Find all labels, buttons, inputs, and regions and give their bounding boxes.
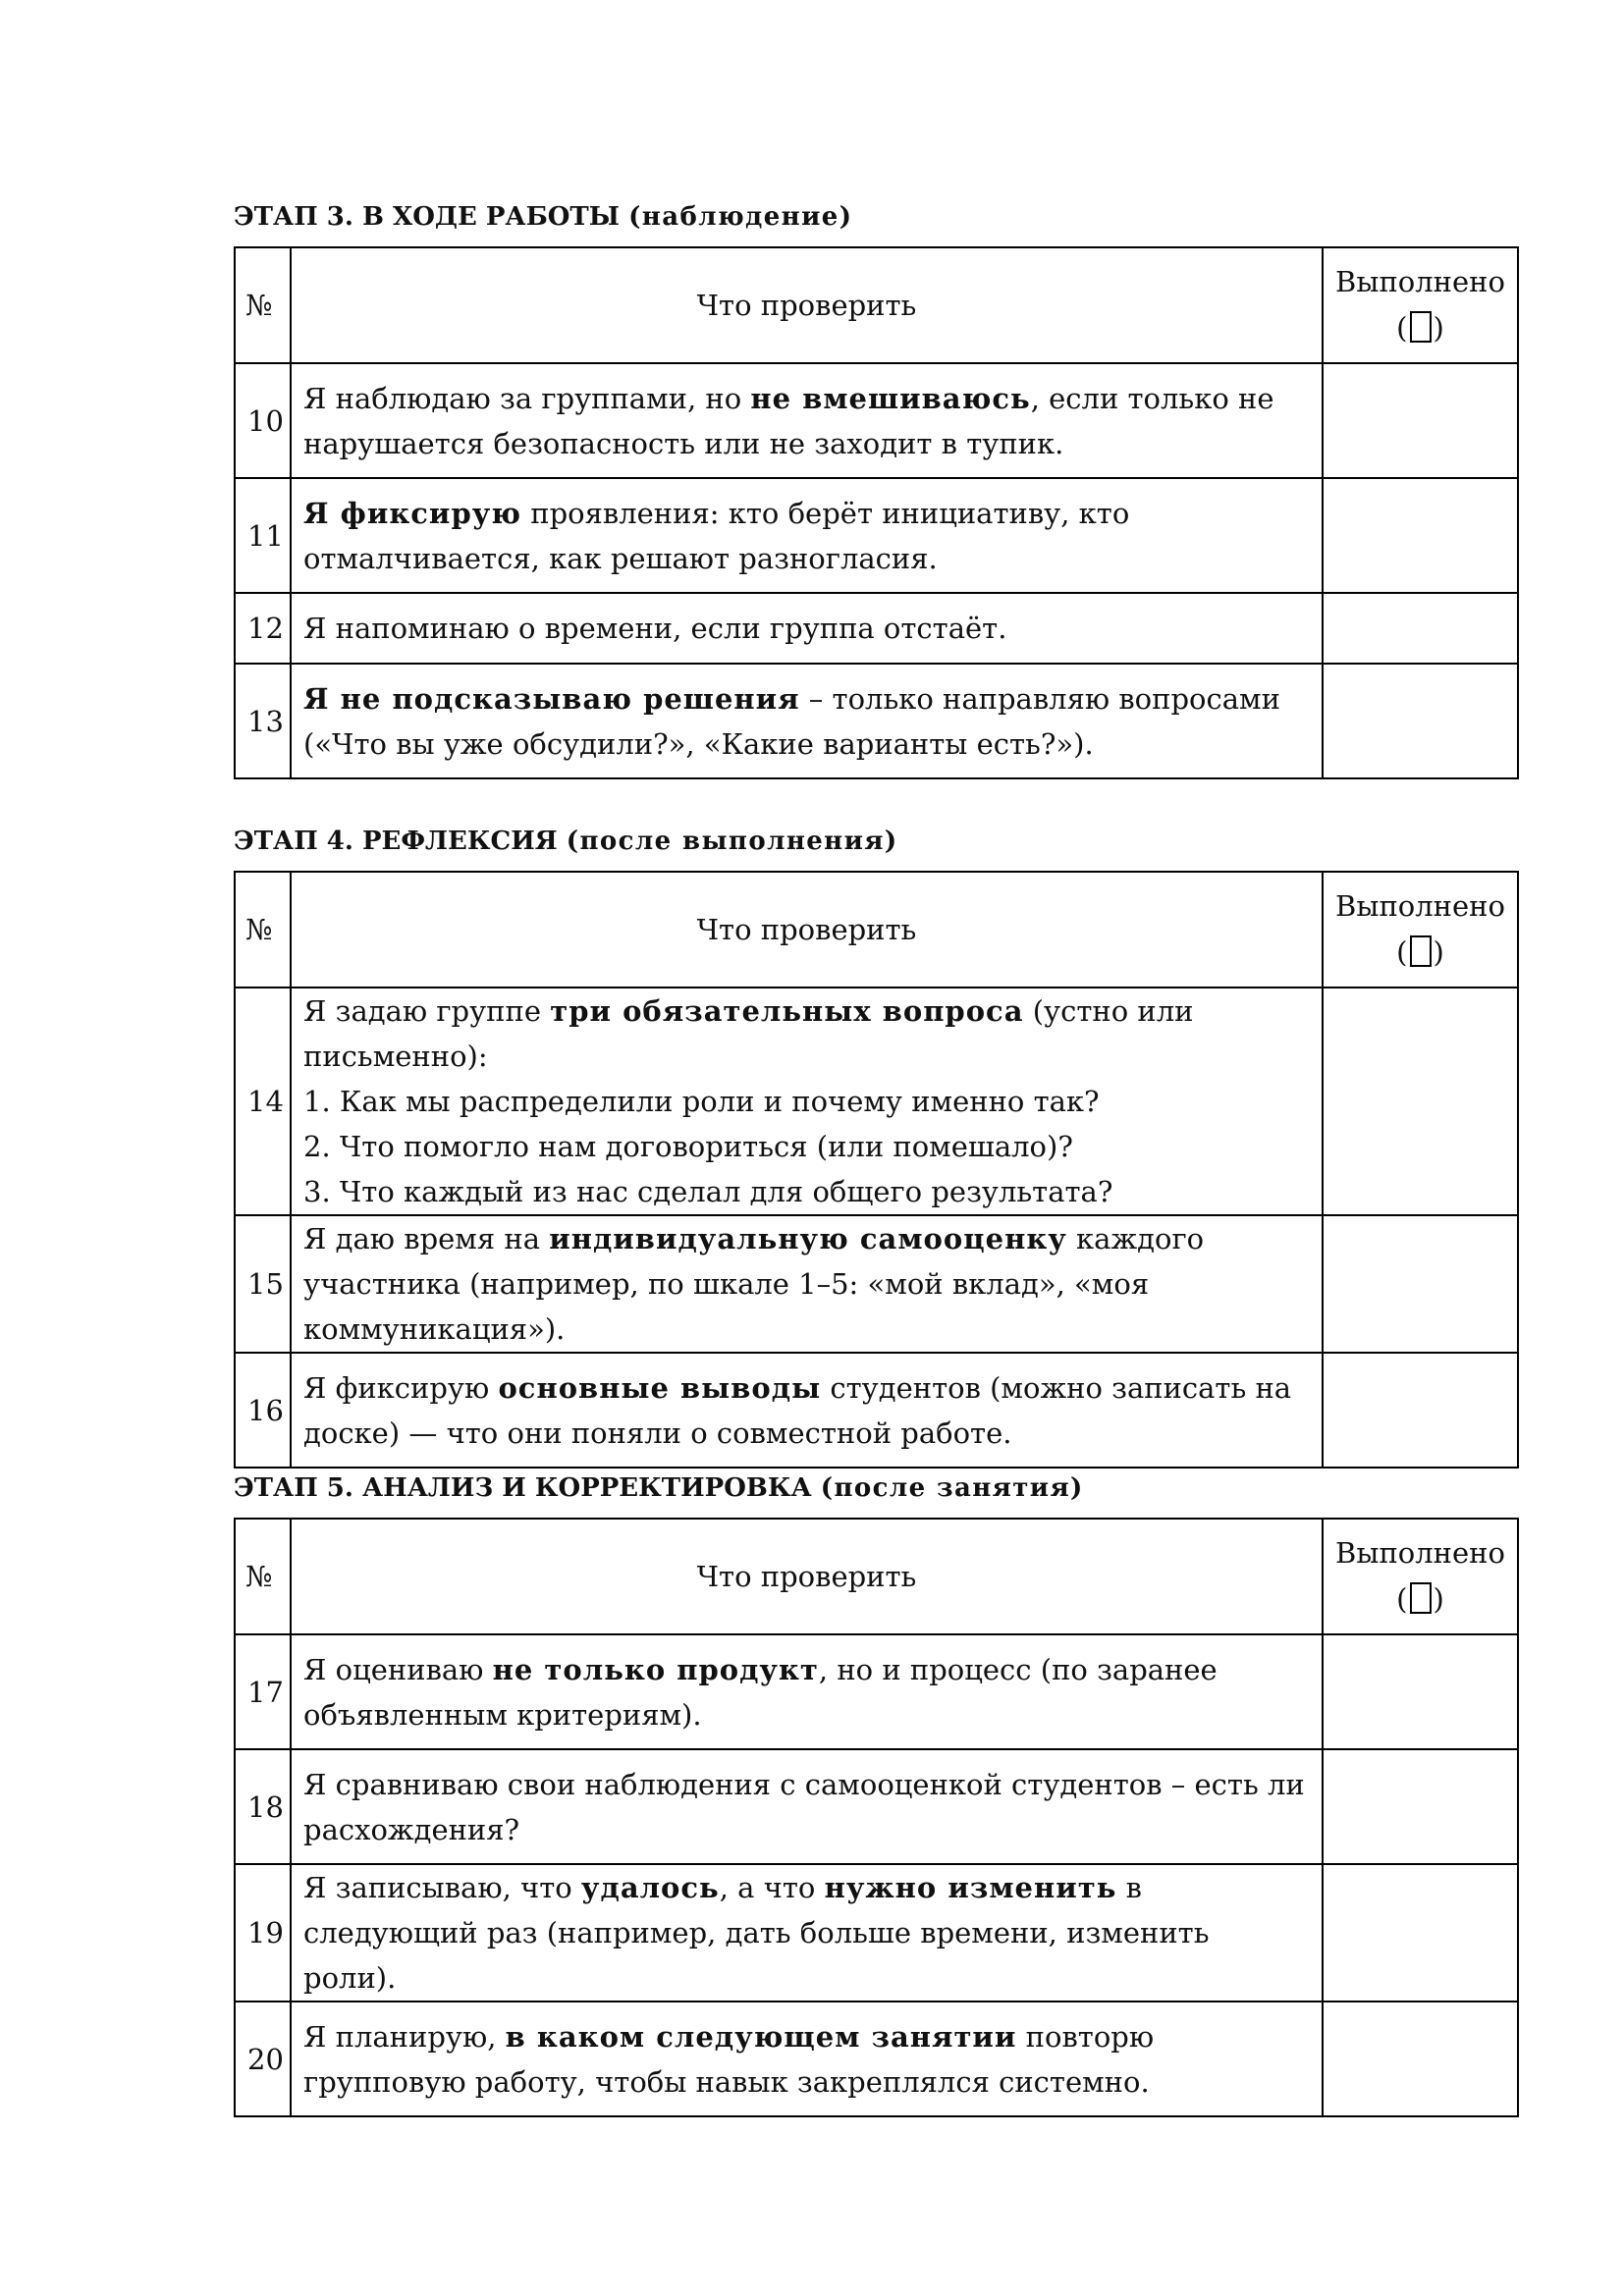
- header-done-label: Выполнено: [1335, 265, 1505, 298]
- row-check-text: [291, 1749, 1323, 1864]
- done-checkbox-cell[interactable]: [1323, 1353, 1518, 1468]
- stage5-table: [234, 1518, 1519, 2117]
- row-check-text: [291, 1353, 1323, 1468]
- row-check-text: [291, 1864, 1323, 2002]
- stage5-title-main: ЭТАП 5. АНАЛИЗ И КОРРЕКТИРОВКА: [234, 1473, 812, 1503]
- text-fragment: 3. Что каждый из нас сделал для общего результата?: [303, 1175, 1113, 1208]
- table-row: [235, 1749, 1518, 1864]
- text-fragment: Я наблюдаю за группами, но: [303, 381, 751, 415]
- text-fragment: студентов (можно записать на доске) — что они поняли о совместной работе.: [303, 1370, 1292, 1450]
- done-checkbox-cell[interactable]: [1323, 1749, 1518, 1864]
- stage3-title-main: ЭТАП 3. В ХОДЕ РАБОТЫ: [234, 202, 621, 232]
- header-done: Выполнено ( ): [1323, 247, 1518, 363]
- table-row: [235, 1864, 1518, 2002]
- emphasis-text: Я не подсказываю решения: [303, 681, 800, 716]
- checkbox-icon: [1410, 935, 1432, 967]
- header-what-to-check: Что проверить: [291, 1519, 1323, 1634]
- done-checkbox-cell[interactable]: [1323, 1864, 1518, 2002]
- table-row: [235, 363, 1518, 478]
- stage3-title-sub: (наблюдение): [628, 202, 853, 232]
- emphasis-text: не вмешиваюсь: [750, 381, 1031, 415]
- row-check-text: [291, 1634, 1323, 1749]
- checkbox-icon: [1410, 1582, 1432, 1614]
- done-checkbox-cell[interactable]: [1323, 1634, 1518, 1749]
- table-header-row: [235, 247, 1518, 363]
- done-checkbox-cell[interactable]: [1323, 478, 1518, 593]
- text-fragment: каждого участника (например, по шкале 1–5: «мой вклад», «моя коммуникация»).: [303, 1222, 1205, 1346]
- row-check-text: [291, 1215, 1323, 1353]
- row-number: 17: [235, 1634, 291, 1749]
- header-number: №: [235, 247, 291, 363]
- text-fragment: в следующий раз (например, дать больше времени, изменить роли).: [303, 1871, 1210, 1995]
- header-what-to-check: Что проверить: [291, 247, 1323, 363]
- header-number: №: [235, 872, 291, 988]
- text-fragment: проявления: кто берёт инициативу, кто отмалчивается, как решают разногласия.: [303, 496, 1130, 575]
- row-number: 15: [235, 1215, 291, 1353]
- header-done-label: Выполнено: [1335, 889, 1505, 923]
- text-fragment: 1. Как мы распределили роли и почему именно так?: [303, 1085, 1100, 1118]
- text-fragment: Я планирую,: [303, 2019, 506, 2054]
- emphasis-text: Я фиксирую: [303, 496, 522, 530]
- row-check-text: [291, 988, 1323, 1215]
- row-check-text: [291, 478, 1323, 593]
- header-number: №: [235, 1519, 291, 1634]
- emphasis-text: нужно изменить: [824, 1871, 1117, 1904]
- stage4-table: [234, 871, 1519, 1468]
- checkbox-icon: [1410, 311, 1432, 343]
- table-row: [235, 1353, 1518, 1468]
- text-fragment: , а что: [719, 1871, 825, 1904]
- emphasis-text: удалось: [580, 1871, 720, 1904]
- table-row: [235, 2002, 1518, 2116]
- row-number: 11: [235, 478, 291, 593]
- table-header-row: [235, 1519, 1518, 1634]
- text-fragment: 2. Что помогло нам договориться (или помешало)?: [303, 1130, 1073, 1163]
- table-row: [235, 988, 1518, 1215]
- stage3-rows: [235, 363, 1518, 778]
- done-checkbox-cell[interactable]: [1323, 593, 1518, 664]
- done-checkbox-cell[interactable]: [1323, 2002, 1518, 2116]
- stage5-title: [234, 1475, 1084, 1501]
- emphasis-text: три обязательных вопроса: [550, 994, 1024, 1028]
- row-number: 14: [235, 988, 291, 1215]
- row-number: 18: [235, 1749, 291, 1864]
- stage3-title: [234, 204, 852, 230]
- done-checkbox-cell[interactable]: [1323, 664, 1518, 778]
- row-number: 10: [235, 363, 291, 478]
- header-what-to-check: Что проверить: [291, 872, 1323, 988]
- text-fragment: Я фиксирую: [303, 1370, 499, 1405]
- text-fragment: Я задаю группе: [303, 994, 551, 1028]
- table-row: [235, 1215, 1518, 1353]
- text-fragment: – только направляю вопросами («Что вы уже обсудили?», «Какие варианты есть?»).: [303, 681, 1280, 761]
- table-row: [235, 1634, 1518, 1749]
- row-check-text: [291, 2002, 1323, 2116]
- header-done-label: Выполнено: [1335, 1536, 1505, 1570]
- table-row: [235, 664, 1518, 778]
- stage4-title-main: ЭТАП 4. РЕФЛЕКСИЯ: [234, 827, 558, 856]
- text-fragment: Я сравниваю свои наблюдения с самооценкой студентов – есть ли расхождения?: [303, 1767, 1305, 1846]
- stage5-title-sub: (после занятия): [820, 1473, 1084, 1503]
- emphasis-text: не только продукт: [492, 1652, 819, 1686]
- row-number: 19: [235, 1864, 291, 2002]
- text-fragment: повторю групповую работу, чтобы навык закреплялся системно.: [303, 2019, 1155, 2099]
- stage4-title-sub: (после выполнения): [566, 827, 898, 856]
- row-number: 16: [235, 1353, 291, 1468]
- emphasis-text: основные выводы: [498, 1370, 822, 1405]
- table-row: [235, 593, 1518, 664]
- text-fragment: (устно или письменно):: [303, 994, 1194, 1073]
- row-number: 12: [235, 593, 291, 664]
- row-check-text: [291, 593, 1323, 664]
- emphasis-text: индивидуальную самооценку: [549, 1222, 1067, 1255]
- stage4-rows: [235, 988, 1518, 1468]
- text-fragment: Я напоминаю о времени, если группа отстаёт.: [303, 612, 1007, 645]
- table-row: [235, 478, 1518, 593]
- text-fragment: Я записываю, что: [303, 1871, 581, 1904]
- text-fragment: , но и процесс (по заранее объявленным критериям).: [303, 1652, 1218, 1732]
- text-fragment: , если только не нарушается безопасность или не заходит в тупик.: [303, 381, 1274, 460]
- done-checkbox-cell[interactable]: [1323, 363, 1518, 478]
- header-done: Выполнено ( ): [1323, 872, 1518, 988]
- stage5-rows: [235, 1634, 1518, 2116]
- emphasis-text: в каком следующем занятии: [505, 2019, 1017, 2054]
- row-check-text: [291, 664, 1323, 778]
- done-checkbox-cell[interactable]: [1323, 988, 1518, 1215]
- row-check-text: [291, 363, 1323, 478]
- stage3-table: [234, 246, 1519, 779]
- header-done: Выполнено ( ): [1323, 1519, 1518, 1634]
- row-number: 20: [235, 2002, 291, 2116]
- done-checkbox-cell[interactable]: [1323, 1215, 1518, 1353]
- text-fragment: Я даю время на: [303, 1222, 550, 1255]
- table-header-row: [235, 872, 1518, 988]
- stage4-title: [234, 828, 898, 854]
- text-fragment: Я оцениваю: [303, 1652, 493, 1686]
- row-number: 13: [235, 664, 291, 778]
